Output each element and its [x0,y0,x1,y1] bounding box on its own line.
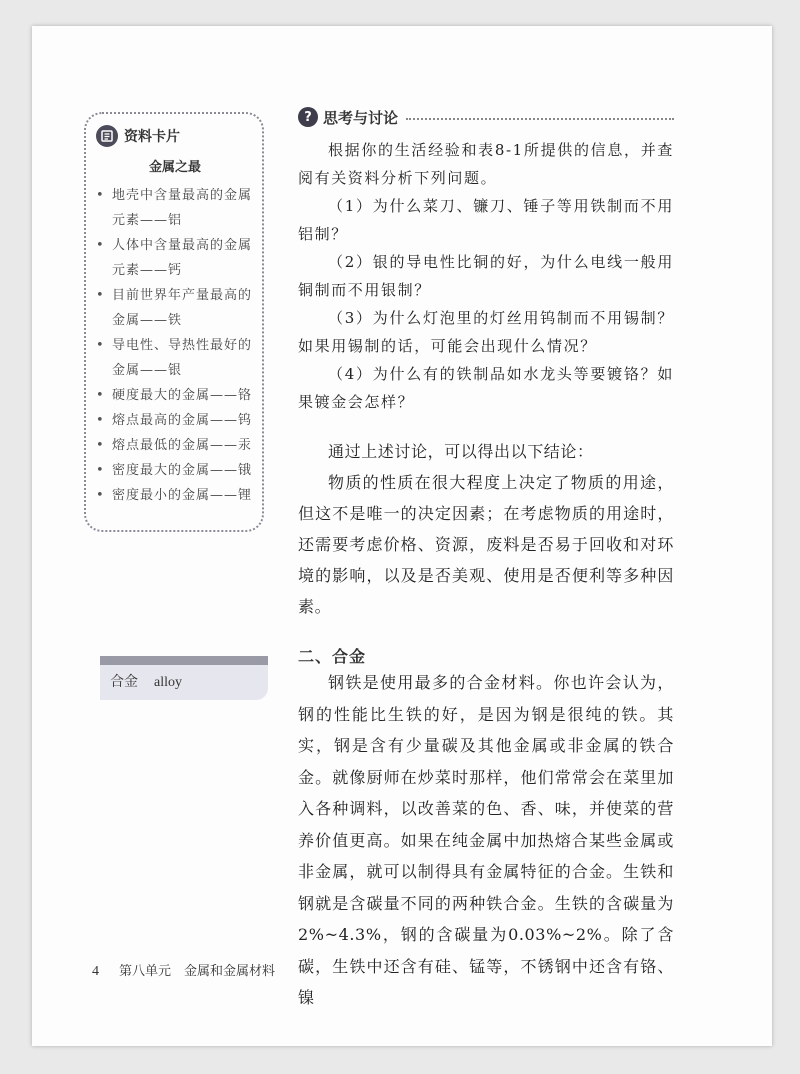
list-item: • 导电性、导热性最好的金属——银 [96,333,254,383]
section-body [298,667,674,1014]
section-heading: 二、合金 [298,647,367,666]
unit-title: 第八单元 金属和金属材料 [119,964,276,979]
list-item: • 熔点最高的金属——钨 [96,408,254,433]
glossary-tab [100,656,268,700]
list-item: • 密度最大的金属——锇 [96,458,254,483]
question-1: （1）为什么菜刀、镰刀、锤子等用铁制而不用铝制？ [298,197,674,243]
main-column [298,106,674,1014]
glossary-term-en: alloy [154,675,182,690]
info-card-header [96,124,254,148]
question-4: （4）为什么有的铁制品如水龙头等要镀铬？如果镀金会怎样？ [298,365,674,411]
list-item: • 人体中含量最高的金属元素——钙 [96,233,254,283]
discussion-heading [298,106,674,128]
info-card-title: 金属之最 [148,160,201,175]
glossary-term-zh: 合金 [110,674,138,690]
question-3: （3）为什么灯泡里的灯丝用钨制而不用锡制？如果用锡制的话，可能会出现什么情况？ [298,309,674,355]
question-2: （2）银的导电性比铜的好，为什么电线一般用铜制而不用银制？ [298,253,674,299]
textbook-page [32,26,772,1046]
list-item: • 硬度最大的金属——铬 [96,383,254,408]
list-item: • 目前世界年产量最高的金属——铁 [96,283,254,333]
info-card-list [96,183,254,508]
list-item: • 熔点最低的金属——汞 [96,433,254,458]
list-item: • 密度最小的金属——锂 [96,483,254,508]
dotted-rule [406,118,674,120]
discussion-title: 思考与讨论 [323,108,399,127]
list-item: • 地壳中含量最高的金属元素——铝 [96,183,254,233]
page-number: 4 [92,964,99,979]
question-icon: ? [298,107,318,127]
conclusion-body [298,436,674,622]
conclusion-lead: 通过上述讨论，可以得出以下结论： [328,442,594,461]
info-card [84,112,264,532]
discussion-intro: 根据你的生活经验和表8-1所提供的信息，并查阅有关资料分析下列问题。 [298,141,674,187]
book-icon [96,125,118,147]
page-footer [92,960,275,980]
info-card-header-label: 资料卡片 [124,129,180,145]
discussion-body [298,136,674,416]
section-text: 钢铁是使用最多的合金材料。你也许会认为，钢的性能比生铁的好，是因为钢是很纯的铁。其实，钢是含有少量碳及其他金属或非金属的铁合金。就像厨师在炒菜时那样，他们常常会在菜里加入各种调料，以改善菜的色、香、味，并使菜的营养价值更高。如果在纯金属中加热熔合某些金属或非金属，就可以制得具有金属特征的合金。生铁和钢就是含碳量不同的两种铁合金。生铁的含碳量为2%~4.3%，钢的含碳量为0.03%~2%。除了含碳，生铁中还含有硅、锰等，不锈钢中还含有铬、镍 [298,673,674,1007]
conclusion-text: 物质的性质在很大程度上决定了物质的用途，但这不是唯一的决定因素；在考虑物质的用途时，还需要考虑价格、资源，废料是否易于回收和对环境的影响，以及是否美观、使用是否便利等多种因素。 [298,473,674,616]
